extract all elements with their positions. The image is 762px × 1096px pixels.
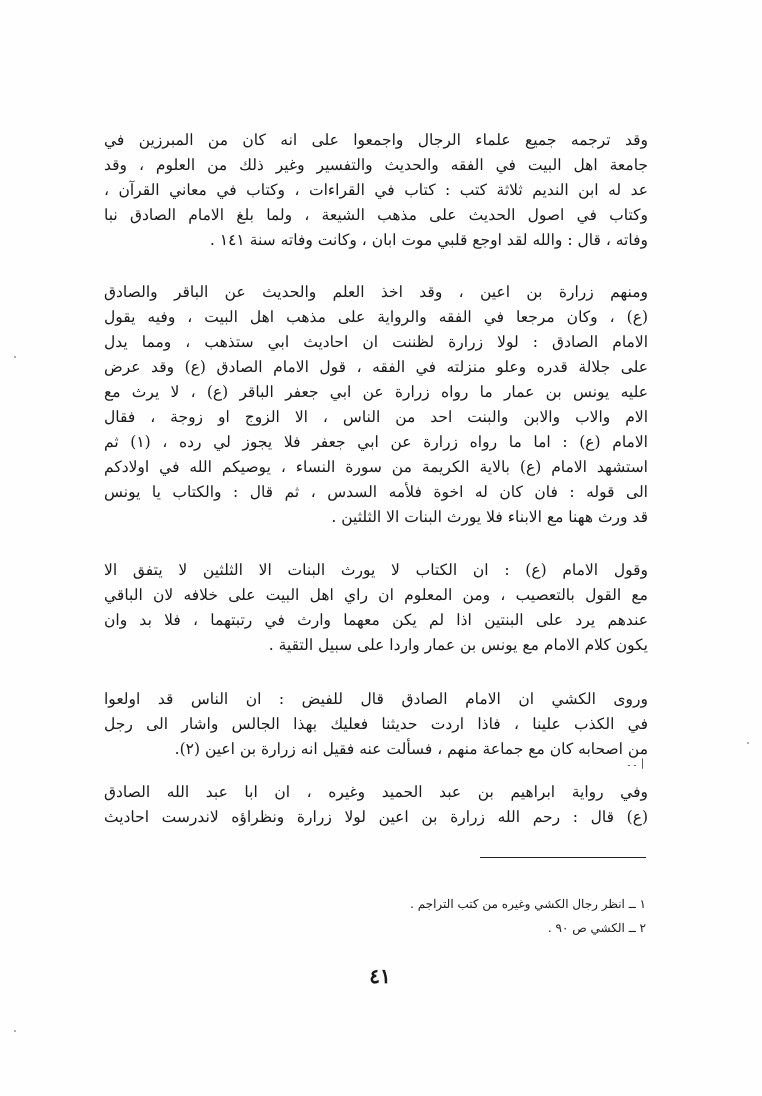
footnotes: [300, 892, 646, 940]
text-line: (ع) قال : رحم الله زرارة بن اعين لولا زرارة ونظراؤه لاندرست احاديث: [104, 808, 648, 826]
text-line: الامام (ع) : اما ما رواه زرارة عن ابي جعفر فلا يجوز لي رده ، (١) ثم: [104, 433, 648, 451]
text-line: الامام الصادق : لولا زرارة لظننت ان احاديث ابي ستذهب ، ومما يدل: [104, 333, 648, 351]
paragraph-imam-statement: [104, 558, 648, 658]
text-line: في الكذب علينا ، فاذا اردت حديثنا فعليك بهذا الجالس واشار الى رجل: [104, 715, 648, 733]
scan-speck: [14, 1030, 16, 1032]
text-line: يكون كلام الامام مع يونس بن عمار واردا على سبيل التقية .: [268, 636, 648, 654]
text-line: عندهم يرد على البنتين اذا لم يكن معهما وارث في رتبتهما ، فلا بد وان: [104, 611, 648, 629]
paragraph-kashshi-narration: [104, 687, 648, 762]
text-line: عد له ابن النديم ثلاثة كتب : كتاب في القراءات ، وكتاب في معاني القرآن ،: [104, 181, 648, 199]
page-number: ٤١: [369, 964, 391, 988]
text-line: (ع) ، وكان مرجعا في الفقه والرواية على مذهب اهل البيت ، وفيه يقول: [104, 308, 648, 326]
margin-annotation-mark: ۔۔ |: [626, 758, 645, 769]
text-line: وفاته ، قال : والله لقد اوجع قلبي موت ابان ، وكانت وفاته سنة ١٤١ .: [209, 231, 648, 249]
text-line: وقد ترجمه جميع علماء الرجال واجمعوا على انه كان من المبرزين في: [104, 131, 648, 149]
text-line: على جلالة قدره وعلو منزلته في الفقه ، قول الامام الصادق (ع) وقد عرض: [104, 358, 648, 376]
footnote-1: ١ ــ انظر رجال الكشي وغيره من كتب التراجم .: [410, 897, 646, 911]
text-line: وكتاب في اصول الحديث على مذهب الشيعة ، ولما بلغ الامام الصادق نبا: [104, 206, 648, 224]
text-line: قد ورث ههنا مع الابناء فلا يورث البنات الا الثلثين .: [331, 508, 648, 526]
text-line: من اصحابه كان مع جماعة منهم ، فسألت عنه فقيل انه زرارة بن اعين (٢).: [174, 740, 648, 758]
paragraph-aban-biography: [104, 128, 648, 253]
footnote-separator: [480, 857, 646, 858]
paragraph-ibrahim-narration: [104, 780, 648, 830]
text-line: مع القول بالتعصيب ، ومن المعلوم ان راي اهل البيت على خلافه لان الباقي: [104, 586, 648, 604]
text-line: وقول الامام (ع) : ان الكتاب لا يورث البنات الا الثلثين لا يتفق الا: [104, 561, 648, 579]
text-line: جامعة اهل البيت في الفقه والحديث والتفسير وغير ذلك من العلوم ، وقد: [104, 156, 648, 174]
text-line: ومنهم زرارة بن اعين ، وقد اخذ العلم والحديث عن الباقر والصادق: [104, 283, 648, 301]
scan-speck: [747, 742, 749, 744]
scan-speck: [14, 356, 16, 358]
text-line: وروى الكشي ان الامام الصادق قال للفيض : ان الناس قد اولعوا: [104, 690, 648, 708]
text-line: الام والاب والابن والبنت احد من الناس ، الا الزوج او زوجة ، فقال: [104, 408, 648, 426]
footnote-2: ٢ ــ الكشي ص ٩٠ .: [547, 921, 646, 935]
text-line: استشهد الامام (ع) بالاية الكريمة من سورة النساء ، يوصيكم الله في اولادكم: [104, 458, 648, 476]
text-line: وفي رواية ابراهيم بن عبد الحميد وغيره ، ان ابا عبد الله الصادق: [104, 783, 648, 801]
text-line: عليه يونس بن عمار ما رواه زرارة عن ابي جعفر الباقر (ع) ، لا يرث مع: [104, 383, 648, 401]
text-line: الى قوله : فان كان له اخوة فلأمه السدس ، ثم قال : والكتاب يا يونس: [104, 483, 648, 501]
paragraph-zurara-intro: [104, 280, 648, 530]
